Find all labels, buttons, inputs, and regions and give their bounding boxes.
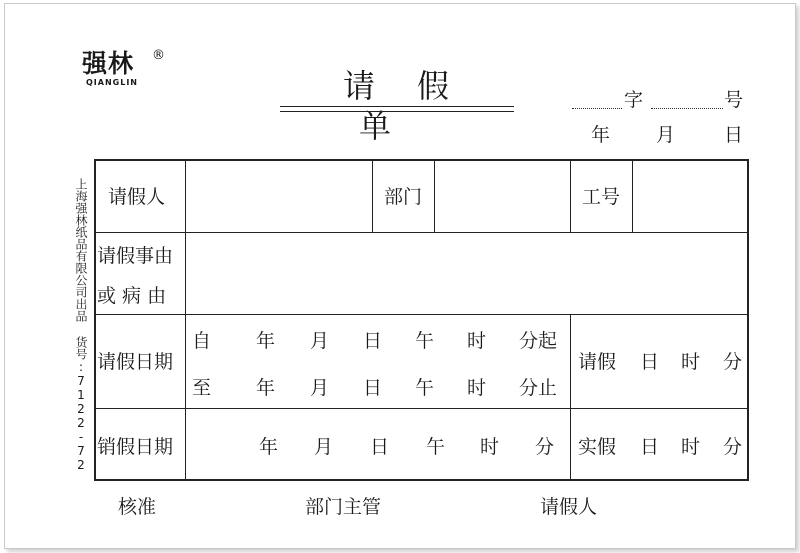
illness-label: 或 病 由 xyxy=(97,285,167,307)
form-title: 请假单 xyxy=(342,67,491,145)
leave-total-label: 请假 xyxy=(578,351,617,373)
to-minute-end: 分止 xyxy=(519,377,558,399)
serial-blank xyxy=(572,108,622,109)
column-divider xyxy=(434,160,435,232)
return-year: 年 xyxy=(259,436,279,458)
date-day: 日 xyxy=(724,124,744,146)
row-divider xyxy=(95,232,749,233)
actual-leave-days: 日 xyxy=(640,436,660,458)
column-divider xyxy=(570,315,571,480)
from-year: 年 xyxy=(256,330,276,352)
side-imprint: 上海强林纸品有限公司出品 货号:7122-72 xyxy=(74,178,88,472)
actual-leave-label: 实假 xyxy=(578,436,617,458)
column-divider xyxy=(185,160,186,480)
brand-latin: QIANGLIN xyxy=(86,78,138,87)
department-label: 部门 xyxy=(384,186,423,208)
to-noon: 午 xyxy=(415,377,435,399)
return-minute: 分 xyxy=(535,436,555,458)
leave-total-days: 日 xyxy=(640,351,660,373)
applicant-signature-label: 请假人 xyxy=(540,496,598,518)
return-hour: 时 xyxy=(480,436,500,458)
leave-total-hours: 时 xyxy=(681,351,701,373)
date-month: 月 xyxy=(656,124,676,146)
title-underline xyxy=(280,111,514,112)
brand-logo xyxy=(82,48,165,87)
leave-total-minutes: 分 xyxy=(723,351,743,373)
to-year: 年 xyxy=(256,377,276,399)
from-label: 自 xyxy=(192,330,212,352)
approval-label: 核准 xyxy=(118,496,157,518)
reason-label: 请假事由 xyxy=(97,245,174,267)
serial-zi: 字 xyxy=(624,89,644,111)
serial-hao: 号 xyxy=(724,89,744,111)
actual-leave-hours: 时 xyxy=(681,436,701,458)
from-month: 月 xyxy=(310,330,330,352)
row-divider xyxy=(95,408,749,409)
title-underline xyxy=(280,106,514,107)
from-hour: 时 xyxy=(467,330,487,352)
row-divider xyxy=(95,314,749,315)
to-day: 日 xyxy=(363,377,383,399)
to-label: 至 xyxy=(192,377,212,399)
registered-mark: ® xyxy=(152,48,165,63)
applicant-label: 请假人 xyxy=(108,186,166,208)
from-day: 日 xyxy=(363,330,383,352)
column-divider xyxy=(632,160,633,232)
from-minute-start: 分起 xyxy=(519,330,558,352)
to-hour: 时 xyxy=(467,377,487,399)
date-year: 年 xyxy=(591,124,611,146)
return-day: 日 xyxy=(370,436,390,458)
brand-name: 强林 xyxy=(82,49,135,78)
actual-leave-minutes: 分 xyxy=(723,436,743,458)
column-divider xyxy=(372,160,373,232)
leave-date-label: 请假日期 xyxy=(97,351,174,373)
return-noon: 午 xyxy=(426,436,446,458)
to-month: 月 xyxy=(310,377,330,399)
employee-id-label: 工号 xyxy=(582,186,621,208)
from-noon: 午 xyxy=(415,330,435,352)
return-date-label: 销假日期 xyxy=(97,436,174,458)
return-month: 月 xyxy=(314,436,334,458)
serial-blank xyxy=(651,108,723,109)
column-divider xyxy=(570,160,571,232)
department-head-label: 部门主管 xyxy=(305,496,382,518)
